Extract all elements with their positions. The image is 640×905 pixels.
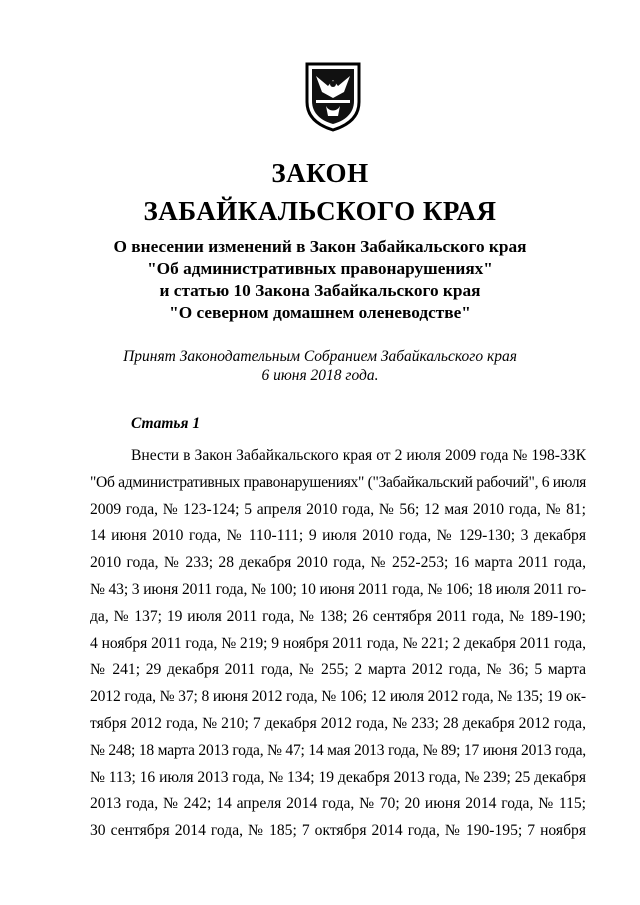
body-line: 4 ноября 2011 года, № 219; 9 ноября 2011 года, № 221; 2 декабря 2011 года, bbox=[90, 634, 586, 652]
body-line: № 241; 29 декабря 2011 года, № 255; 2 марта 2012 года, № 36; 5 марта bbox=[90, 661, 586, 679]
body-line: да, № 137; 19 июля 2011 года, № 138; 26 сентября 2011 года, № 189-190; bbox=[90, 607, 586, 625]
law-subject bbox=[0, 236, 640, 324]
article-body bbox=[90, 443, 586, 845]
body-line: тября 2012 года, № 210; 7 декабря 2012 года, № 233; 28 декабря 2012 года, bbox=[90, 714, 586, 732]
law-subject-line: и статью 10 Закона Забайкальского края bbox=[159, 281, 481, 300]
adoption-date: 6 июня 2018 года. bbox=[261, 367, 379, 384]
body-line: 2012 года, № 37; 8 июня 2012 года, № 106; 12 июля 2012 года, № 135; 19 ок- bbox=[90, 688, 586, 706]
body-line: 2010 года, № 233; 28 декабря 2010 года, № 252-253; 16 марта 2011 года, bbox=[90, 554, 586, 572]
body-line: № 113; 16 июля 2013 года, № 134; 19 декабря 2013 года, № 239; 25 декабря bbox=[90, 768, 586, 786]
law-subject-line: О внесении изменений в Закон Забайкальского края bbox=[113, 237, 527, 256]
body-line: 30 сентября 2014 года, № 185; 7 октября 2014 года, № 190-195; 7 ноября bbox=[90, 822, 586, 840]
coat-of-arms-icon bbox=[304, 62, 362, 132]
document-title-region: ЗАБАЙКАЛЬСКОГО КРАЯ bbox=[143, 196, 497, 226]
body-line: Внести в Закон Забайкальского края от 2 июля 2009 года № 198-ЗЗК bbox=[131, 447, 586, 464]
law-subject-line: "О северном домашнем оленеводстве" bbox=[169, 303, 471, 322]
body-line: 14 июня 2010 года, № 110-111; 9 июля 2010 года, № 129-130; 3 декабря bbox=[90, 527, 586, 545]
law-subject-line: "Об административных правонарушениях" bbox=[147, 259, 493, 278]
body-line: № 43; 3 июня 2011 года, № 100; 10 июня 2011 года, № 106; 18 июля 2011 го- bbox=[90, 580, 586, 598]
body-line: "Об административных правонарушениях" ("Забайкальский рабочий", 6 июля bbox=[90, 473, 586, 491]
adoption-note bbox=[0, 347, 640, 385]
body-line: № 248; 18 марта 2013 года, № 47; 14 мая 2013 года, № 89; 17 июня 2013 года, bbox=[90, 741, 586, 759]
document-title: ЗАКОН bbox=[271, 158, 369, 188]
body-line: 2013 года, № 242; 14 апреля 2014 года, № 70; 20 июня 2014 года, № 115; bbox=[90, 795, 586, 813]
article-heading: Статья 1 bbox=[131, 415, 201, 432]
adoption-note-line: Принят Законодательным Собранием Забайкальского края bbox=[123, 348, 517, 365]
body-line: 2009 года, № 123-124; 5 апреля 2010 года, № 56; 12 мая 2010 года, № 81; bbox=[90, 500, 586, 518]
